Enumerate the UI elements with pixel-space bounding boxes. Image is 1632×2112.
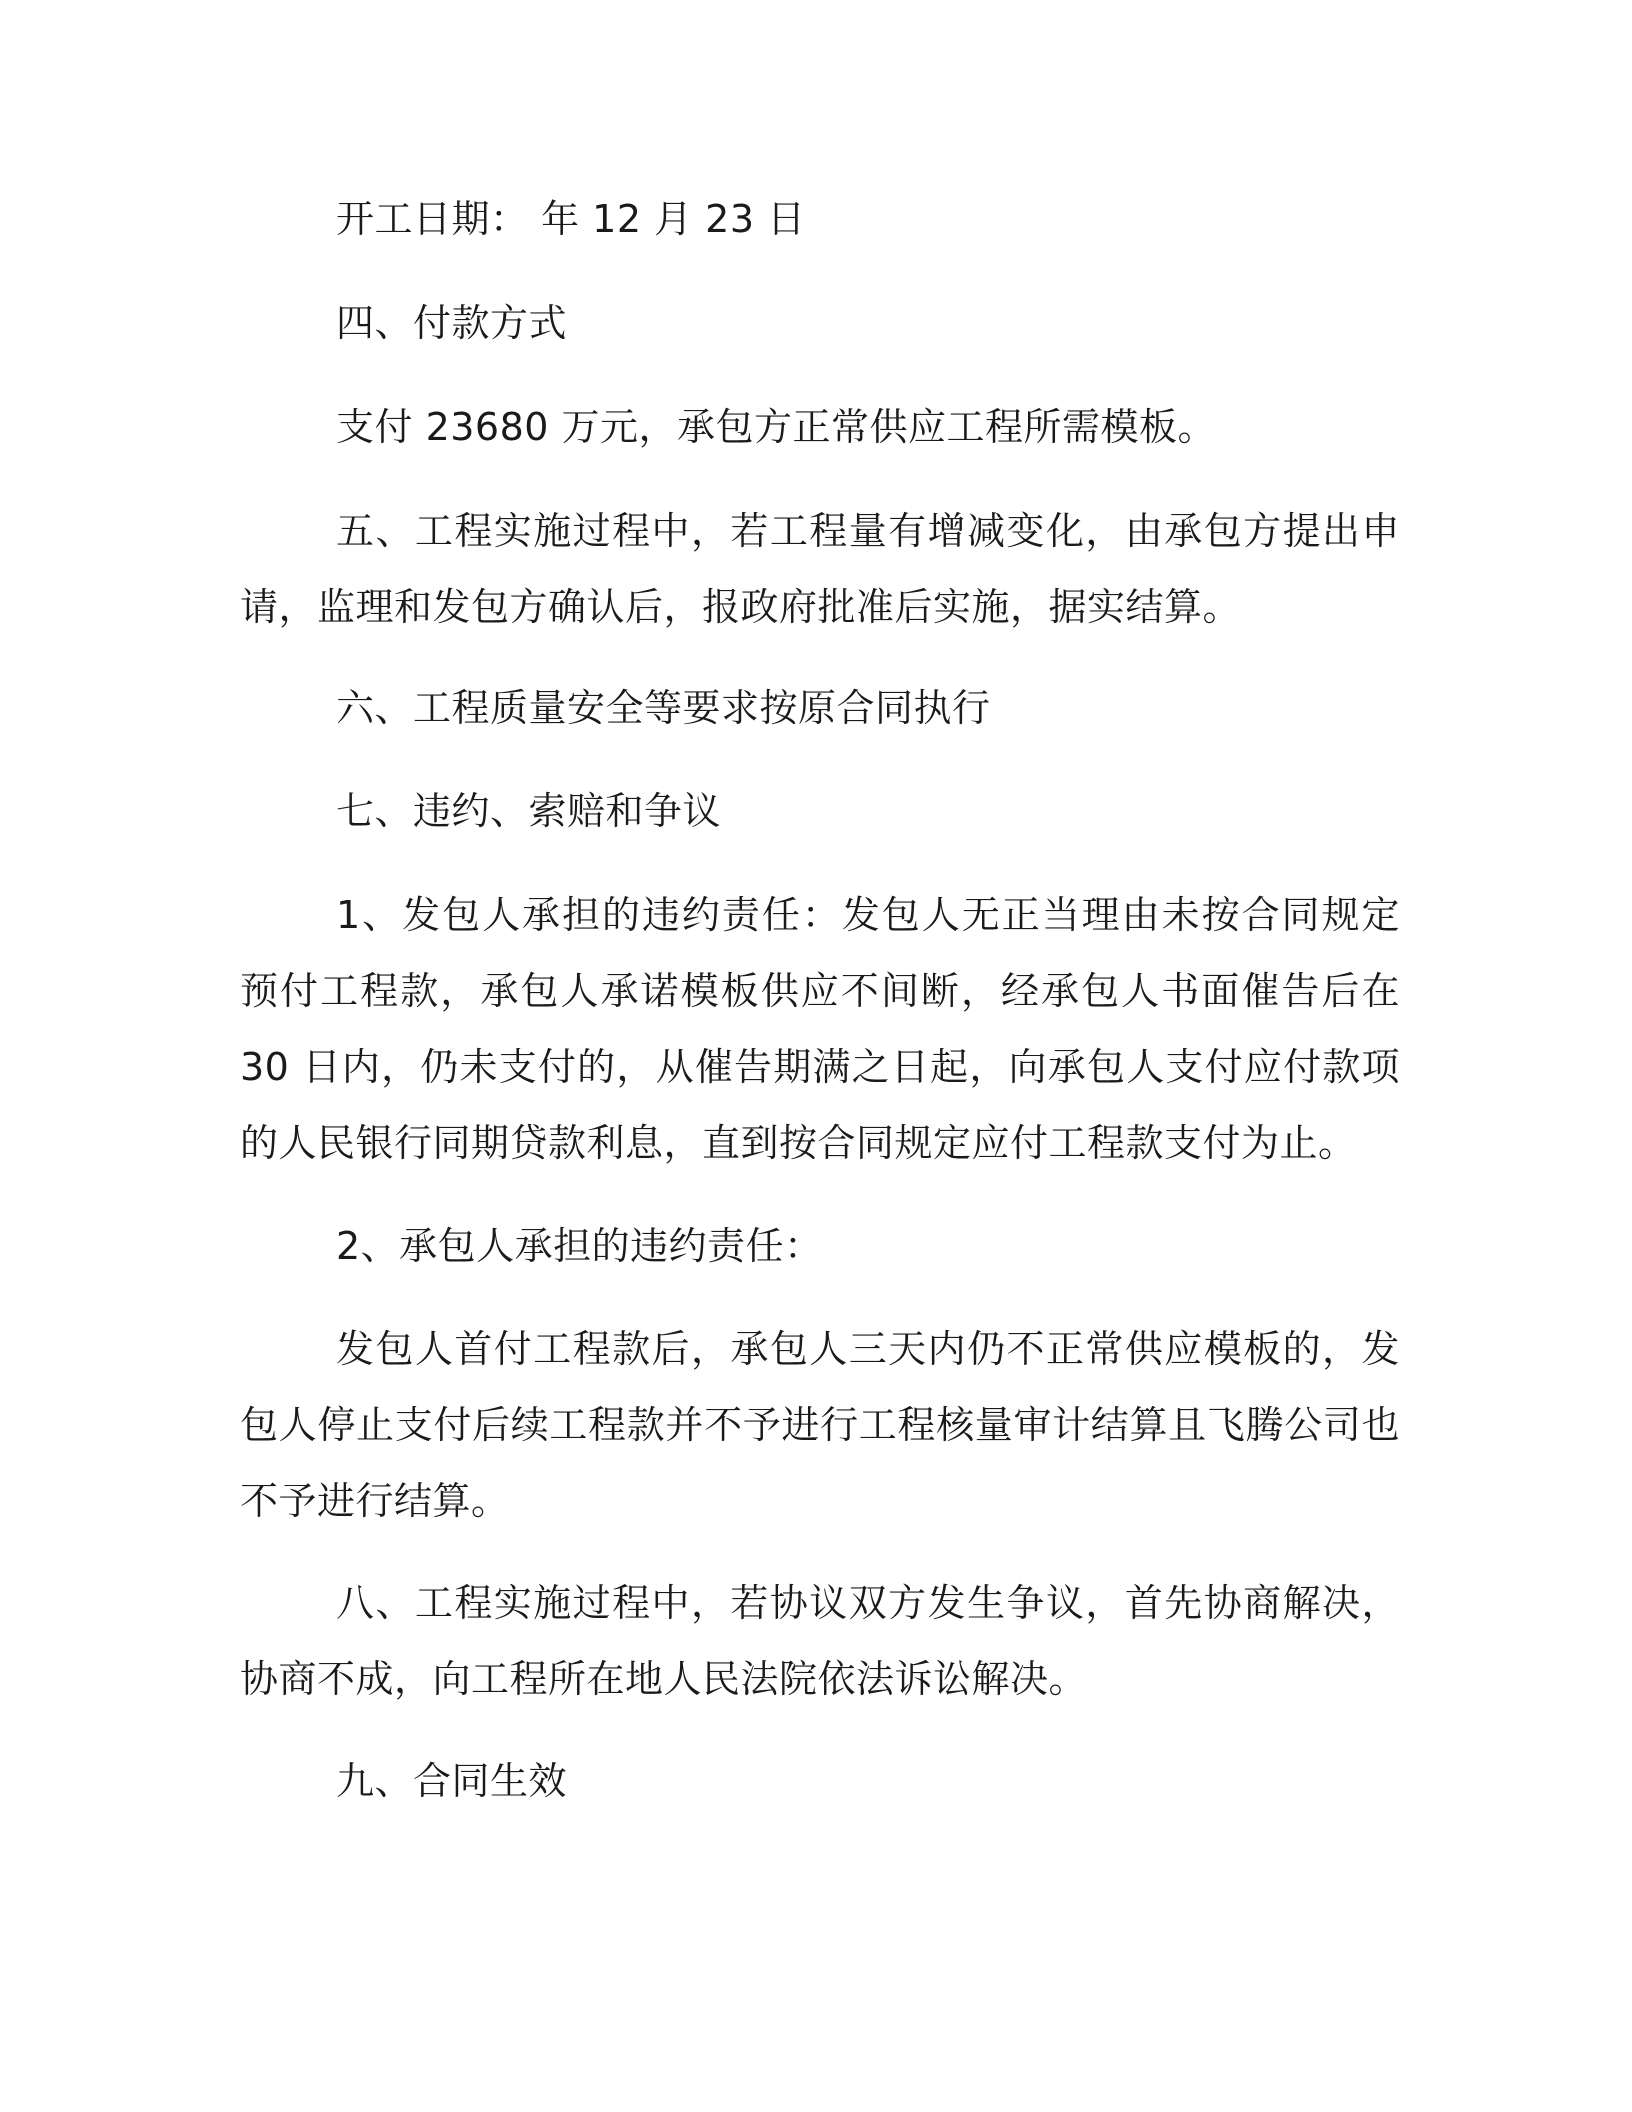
section-8-paragraph: 八、工程实施过程中，若协议双方发生争议，首先协商解决，协商不成，向工程所在地人民法院依法诉讼解决。 bbox=[240, 1581, 1400, 1701]
section-5-paragraph: 五、工程实施过程中，若工程量有增减变化，由承包方提出申请，监理和发包方确认后，报政府批准后实施，据实结算。 bbox=[240, 509, 1400, 629]
clause-1-paragraph: 1、发包人承担的违约责任：发包人无正当理由未按合同规定预付工程款，承包人承诺模板供应不间断，经承包人书面催告后在 30 日内，仍未支付的，从催告期满之日起，向承包人支付应付款项的人民银行同期贷款利息，直到按合同规定应付工程款支付为止。 bbox=[240, 893, 1400, 1165]
clause-2-paragraph: 发包人首付工程款后，承包人三天内仍不正常供应模板的，发包人停止支付后续工程款并不予进行工程核量审计结算且飞腾公司也不予进行结算。 bbox=[240, 1327, 1400, 1523]
section-6-heading: 六、工程质量安全等要求按原合同执行 bbox=[336, 686, 991, 730]
section-7-heading: 七、违约、索赔和争议 bbox=[336, 789, 722, 833]
clause-2-heading: 2、承包人承担的违约责任： bbox=[336, 1224, 823, 1268]
start-date-line: 开工日期： 年 12 月 23 日 bbox=[336, 197, 806, 241]
section-4-heading: 四、付款方式 bbox=[336, 301, 568, 345]
payment-paragraph: 支付 23680 万元，承包方正常供应工程所需模板。 bbox=[336, 405, 1217, 449]
section-9-heading: 九、合同生效 bbox=[336, 1759, 568, 1803]
